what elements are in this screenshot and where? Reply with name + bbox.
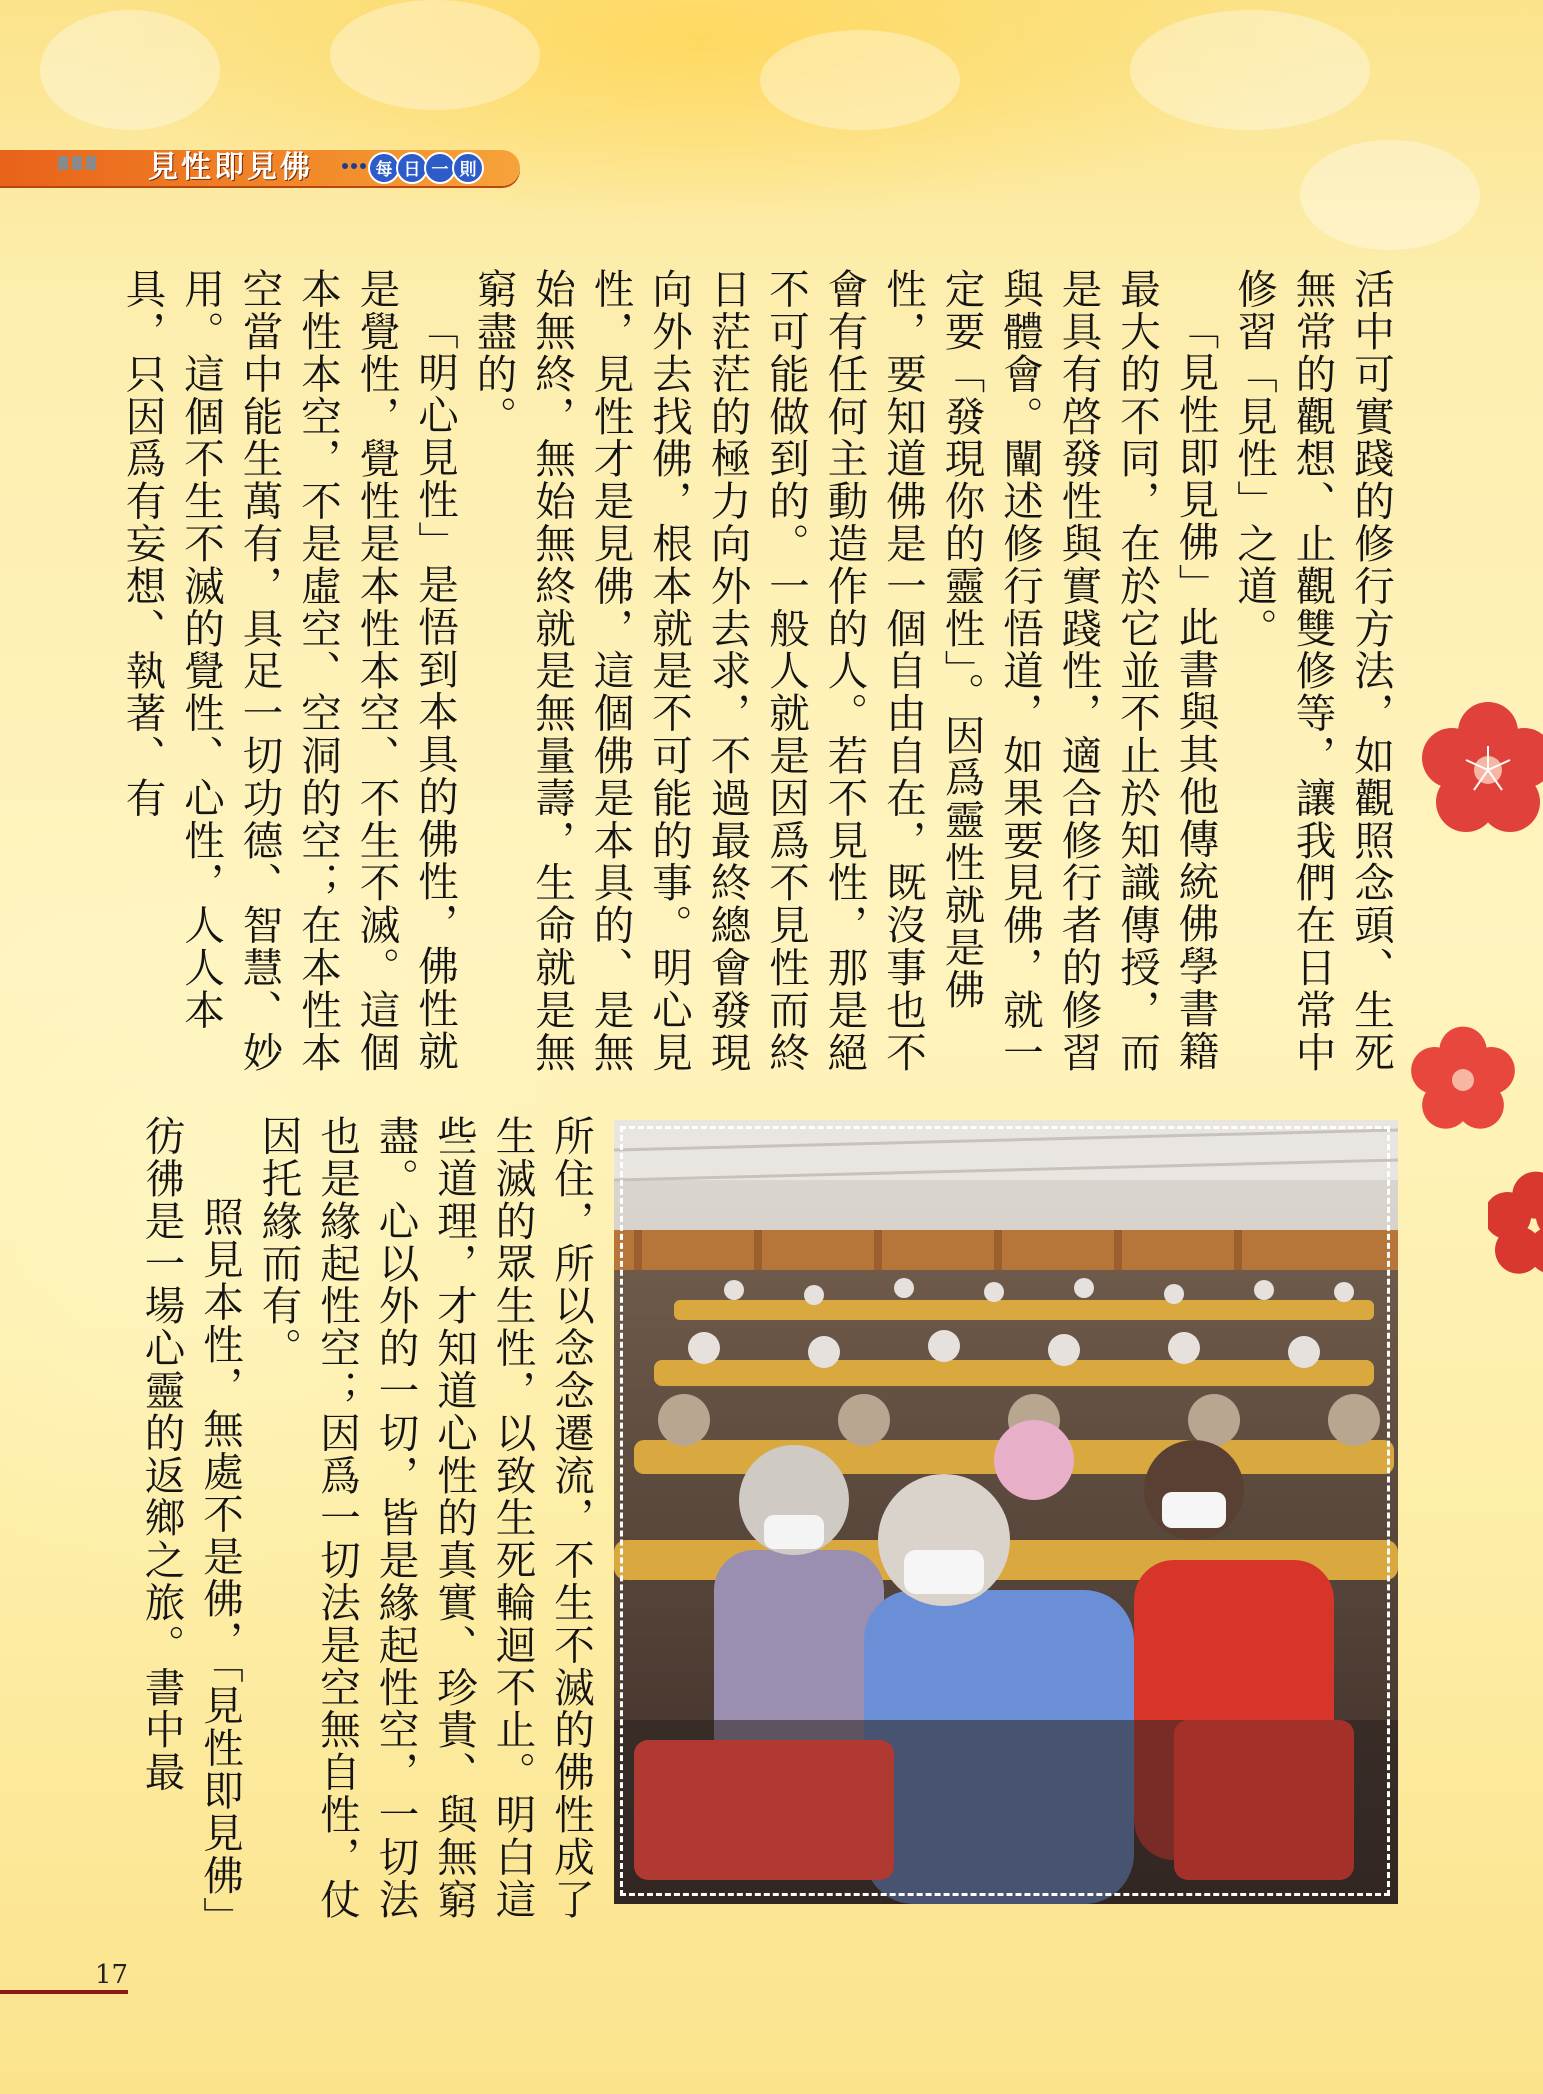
article-text-lower: [137, 1115, 600, 1925]
banner-dots: [342, 163, 370, 171]
paragraph: 活中可實踐的修行方法，如觀照念頭、生死無常的觀想、止觀雙修等，讓我們在日常中修習「見性」之道。: [1230, 268, 1395, 1074]
plum-blossom-icon: [1408, 1025, 1518, 1135]
paragraph: 「明心見性」是悟到本具的佛性，佛性就是覺性，覺性是本性本空、不生不滅。這個本性本空，不是虛空、空洞的空；在本性本空當中能生萬有，具足一切功德、智慧、妙用。這個不生不滅的覺性、心性，人人本具，只因爲有妄想、執著、有: [118, 268, 459, 1074]
badge-char: 一: [424, 152, 456, 184]
paragraph: 照見本性，無處不是佛，「見性即見佛」彷彿是一場心靈的返鄉之旅。書中最: [137, 1115, 244, 1919]
banner-marks: [58, 156, 96, 170]
background-petal: [1300, 140, 1480, 250]
audience-photo: [614, 1120, 1398, 1904]
background-petal: [330, 0, 540, 110]
badge-char: 日: [396, 152, 428, 184]
section-title: 見性即見佛: [148, 150, 313, 185]
paragraph: 所住，所以念念遷流，不生不滅的佛性成了生滅的眾生性，以致生死輪迴不止。明白這些道理，才知道心性的真實、珍貴、與無窮盡。心以外的一切，皆是緣起性空，一切法也是緣起性空；因爲一切法是空無自性，仗因托緣而有。: [254, 1115, 595, 1921]
daily-badges: [372, 152, 484, 184]
background-petal: [1130, 10, 1370, 130]
plum-blossom-icon: [1488, 1170, 1543, 1280]
article-text-upper: [118, 268, 1400, 1078]
badge-char: 每: [368, 152, 400, 184]
paragraph: 「見性即見佛」此書與其他傳統佛學書籍最大的不同，在於它並不止於知識傳授，而是具有啓發性與實踐性，適合修行者的修習與體會。闡述修行悟道，如果要見佛，就一定要「發現你的靈性」。因爲靈性就是佛性，要知道佛是一個自由自在，既沒事也不會有任何主動造作的人。若不見性，那是絕不可能做到的。一般人就是因爲不見性而終日茫茫的極力向外去求，不過最終總會發現向外去找佛，根本就是不可能的事。明心見性，見性才是見佛，這個佛是本具的、是無始無終，無始無終就是無量壽，生命就是無窮盡的。: [469, 268, 1220, 1074]
page-number: 17: [95, 1960, 129, 1990]
background-petal: [40, 10, 220, 130]
photo-image: [614, 1120, 1398, 1904]
plum-blossom-icon: [1418, 700, 1543, 840]
background-petal: [760, 30, 960, 130]
badge-char: 則: [452, 152, 484, 184]
footer-rule: [0, 1990, 128, 1994]
